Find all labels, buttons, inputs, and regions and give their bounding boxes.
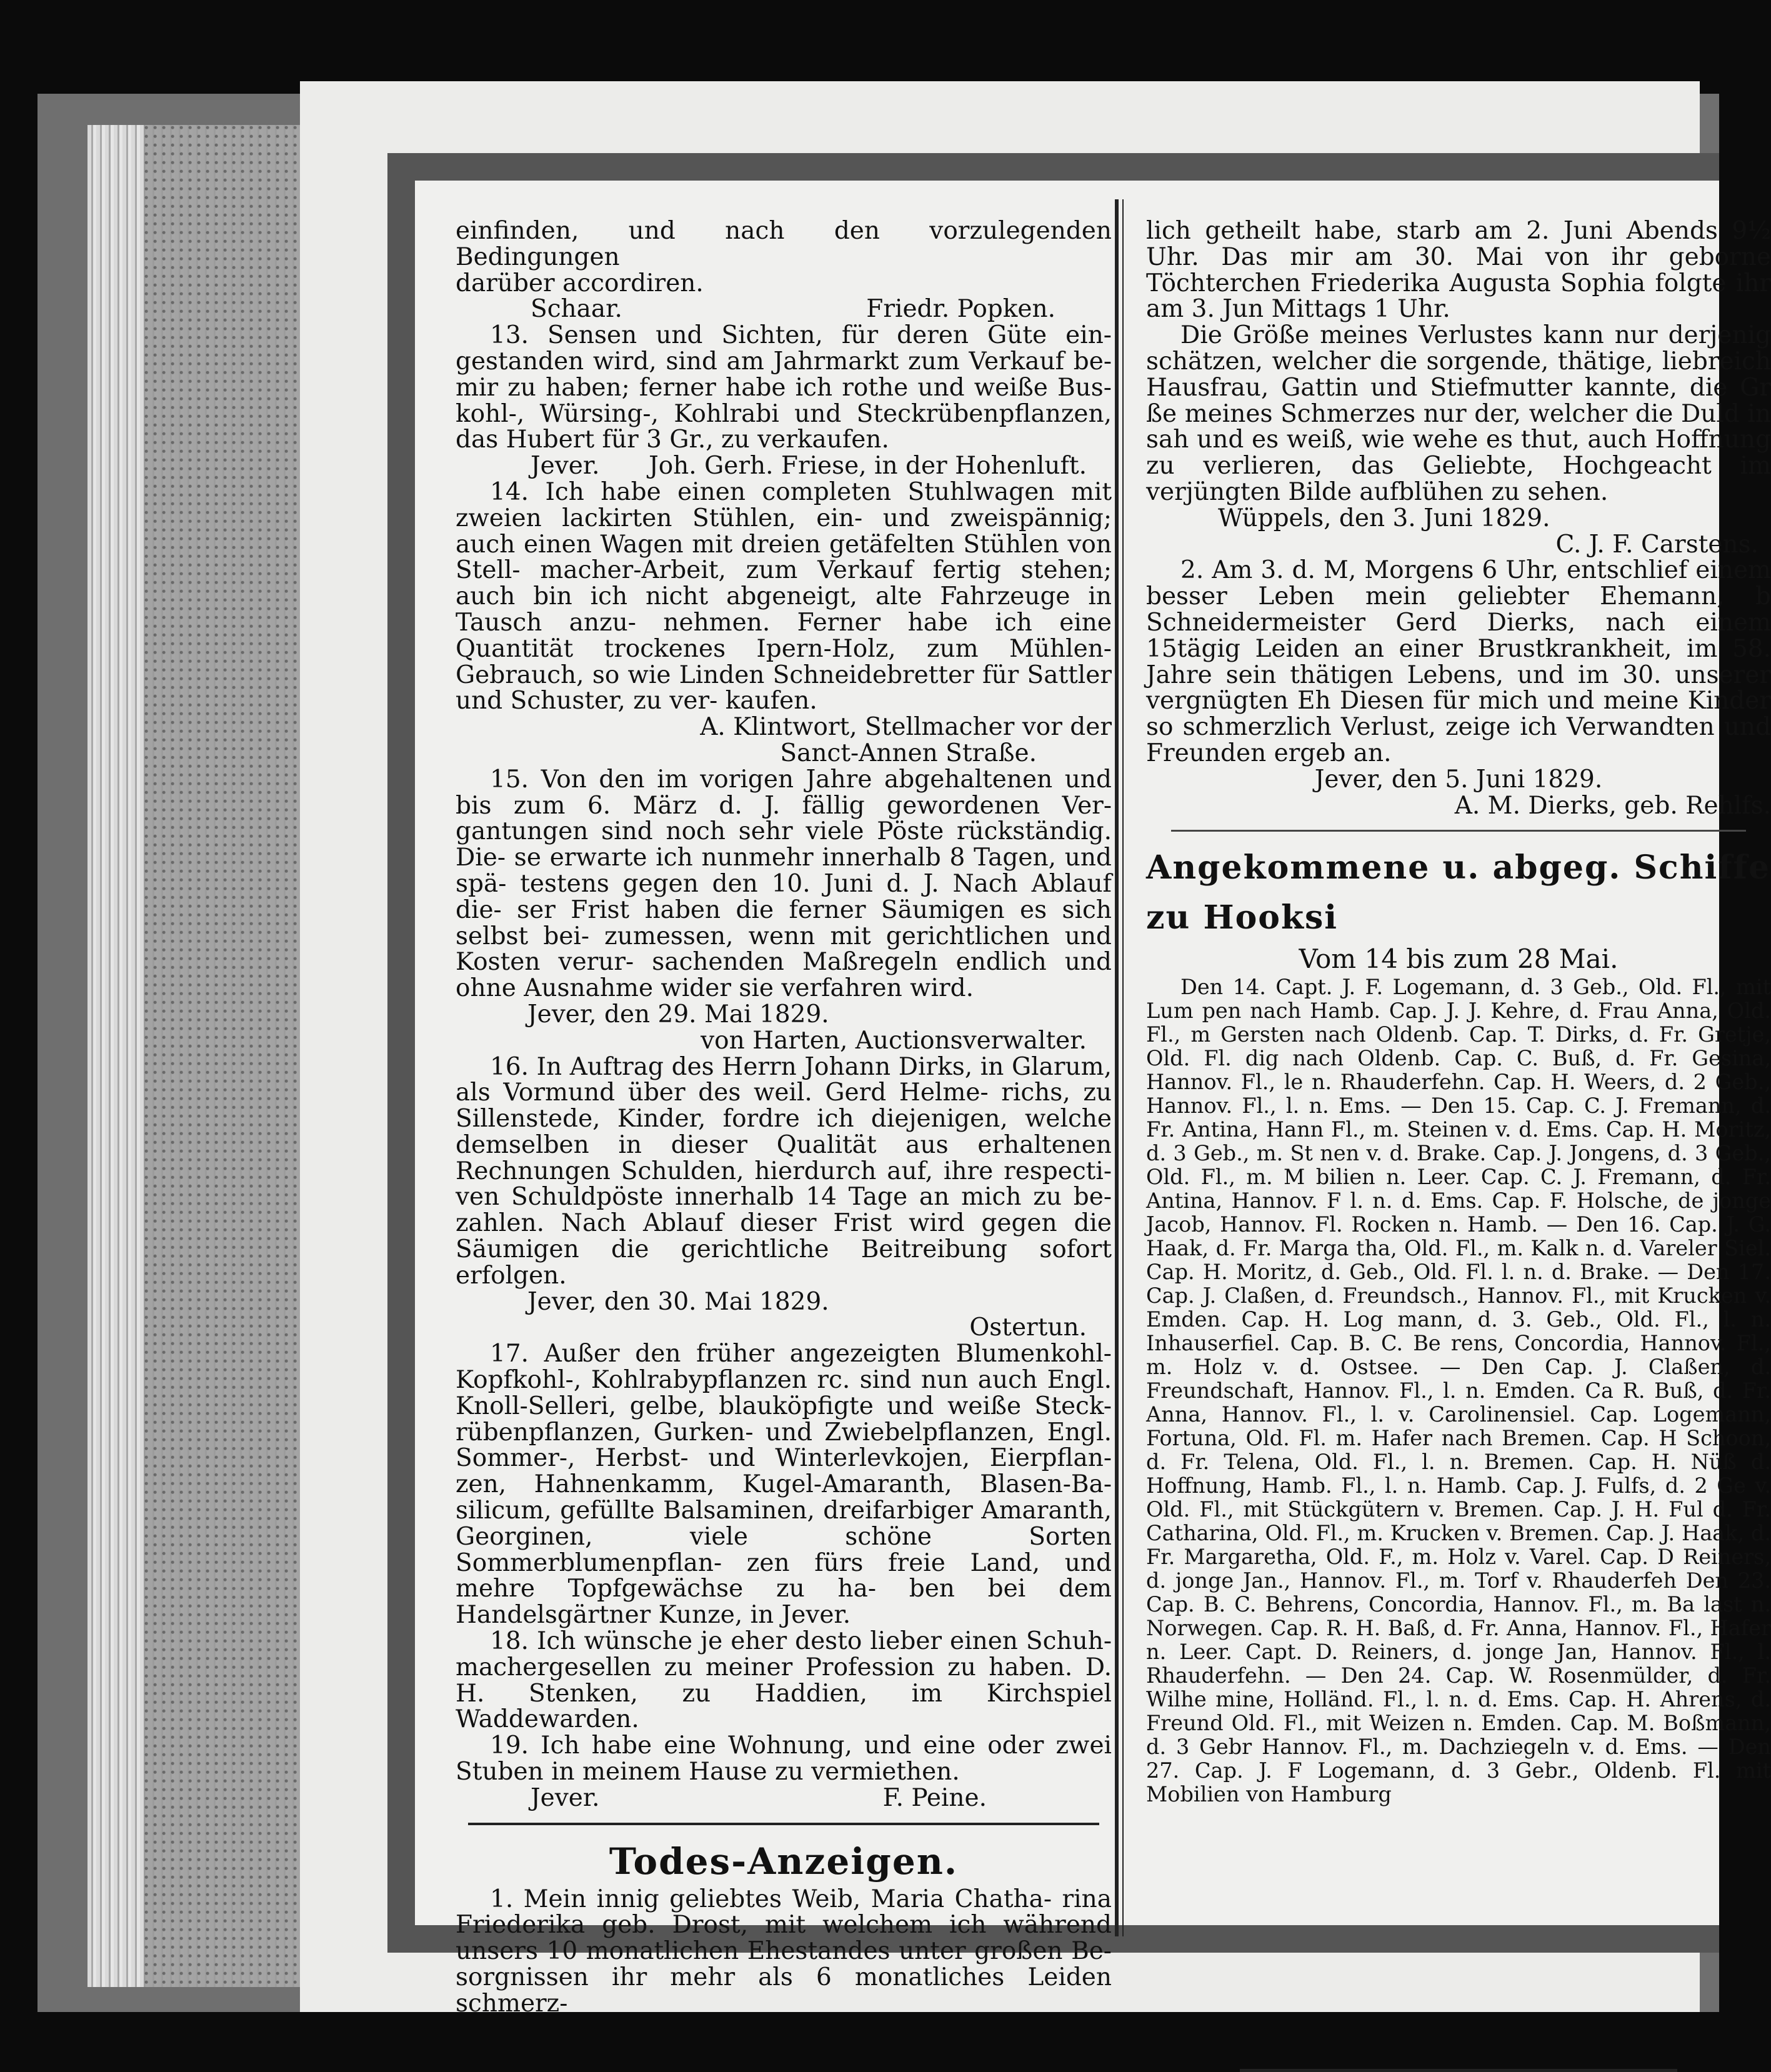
death-notice-1: 1. Mein innig geliebtes Weib, Maria Chatha- rina Friederika geb. Drost, mit welchem ich während unsers 10 monatlichen Ehestandes unter großen Be- sorgnissen ihr mehr als 6 monatliches Leiden schmerz- [456,1885,1112,2018]
line: darüber accordiren. [456,269,704,297]
dateline: Wüppels, den 3. Juni 1829. [1218,504,1550,532]
death-notice-2: 2. Am 3. d. M, Morgens 6 Uhr, entschlief einem besser Leben mein geliebter Ehemann, b Schneidermeister Gerd Dierks, nach einem 15tägig Leiden an einer Brustkrankheit, im 58. Jahre sein thätigen Lebens, und im 30. unserer vergnügten Eh Diesen für mich und meine Kinder so schmerzlich Verlust, zeige ich Verwandten und Freunden ergeb an. [1146,556,1771,767]
dateline: Jever, den 30. Mai 1829. [527,1287,829,1316]
signature-line: Schaar. Friedr. Popken. [531,295,1055,324]
todes-heading: Todes-Anzeigen. [609,1840,959,1883]
dateline: Jever, den 29. Mai 1829. [527,1000,829,1029]
line: einfinden, und nach den vorzulegenden Bedingungen [456,217,1112,271]
ad-14: 14. Ich habe einen completen Stuhlwagen mit zweien lackirten Stühlen, ein- und zweispännig; auch einen Wagen mit dreien getäfelten Stühlen von Stell- macher-Arbeit, zum Verkauf fertig stehen; auch bin ich nicht abgeneigt, alte Fahrzeuge in Tausch anzu- nehmen. Ferner habe ich eine Quantität trockenes Ipern-Holz, zum Mühlen-Gebrauch, so wie Linden Schneidebretter für Sattler und Schuster, zu ver- kaufen. [456,477,1112,715]
ad-17: 17. Außer den früher angezeigten Blumenkohl- Kopfkohl-, Kohlrabypflanzen rc. sind nun auch Engl. Knoll-Selleri, gelbe, blauköpfigte und weiße Steck- rübenpflanzen, Gurken- und Zwiebelpflanzen, Engl. Sommer-, Herbst- und Winterlevkojen, Eierpflan- zen, Hahnenkamm, Kugel-Amaranth, Blasen-Ba- silicum, gefüllte Balsaminen, dreifarbiger Amaranth, Georginen, viele schöne Sorten Sommerblumenpflan- zen fürs freie Land, und mehre Topfgewächse zu ha- ben bei dem Handelsgärtner Kunze, in Jever. [456,1340,1112,1630]
signature: A. Klintwort, Stellmacher vor der [700,713,1112,742]
section-rule [468,1823,1099,1825]
signature-line: Jever. Joh. Gerh. Friese, in der Hohenluft. [531,452,1087,481]
signature: C. J. F. Carstens. [1555,530,1759,559]
signature: Ostertun. [969,1313,1087,1342]
ad-16: 16. In Auftrag des Herrn Johann Dirks, in Glarum, als Vormund über des weil. Gerd Helme- richs, zu Sillenstede, Kinder, fordre ich diejenigen, welche demselben in dieser Qualität aus erhaltenen Rechnungen Schulden, hierdurch auf, ihre respecti- ven Schuldpöste innerhalb 14 Tage an mich zu be- zahlen. Nach Ablauf dieser Frist wird gegen die Säumigen die gerichtliche Beitreibung sofort erfolgen. [456,1052,1112,1290]
ad-15: 15. Von den im vorigen Jahre abgehaltenen und bis zum 6. März d. J. fällig gewordenen Ver- gantungen sind noch sehr viele Pöste rückständig. Die- se erwarte ich nunmehr innerhalb 8 Tagen, und spä- testens gegen den 10. Juni d. J. Nach Ablauf die- ser Frist haben die ferner Säumigen es sich selbst bei- zumessen, wenn mit gerichtlichen und Kosten verur- sachenden Maßregeln endlich und ohne Ausnahme wider sie verfahren wird. [456,765,1112,1003]
signature-line: Jever. F. Peine. [531,1783,987,1812]
signature: A. M. Dierks, geb. Rehlfs. [1454,791,1771,820]
ships-subheading: Vom 14 bis zum 28 Mai. [1299,944,1619,975]
page-frame [387,153,1771,2018]
ad-19: 19. Ich habe eine Wohnung, und eine oder zwei Stuben in meinem Hause zu vermiethen. [456,1731,1112,1786]
column-divider [1115,199,1119,1936]
dateline: Jever, den 5. Juni 1829. [1314,765,1603,794]
left-column [456,218,1112,2017]
column-divider-thin [1122,199,1124,1936]
ships-heading: Angekommene u. abgeg. Schiffe zu Hooksi [1146,849,1771,937]
marbled-edge [144,125,306,1987]
right-column [1146,218,1771,2072]
closing-rule [1240,2069,1677,2072]
ad-13: 13. Sensen und Sichten, für deren Güte ein- gestanden wird, sind am Jahrmarkt zum Verkauf be- mir zu haben; ferner habe ich rothe und weiße Bus- kohl-, Würsing-, Kohlrabi und Steckrübenpflanzen, das Hubert für 3 Gr., zu verkaufen. [456,321,1112,454]
signature: von Harten, Auctionsverwalter. [701,1026,1087,1055]
ships-list: Den 14. Capt. J. F. Logemann, d. 3 Geb., Old. Fl., mit Lum pen nach Hamb. Cap. J. J. Kehre, d. Frau Anna, Old. Fl., m Gersten nach Oldenb. Cap. T. Dirks, d. Fr. Gretje, Old. Fl. dig nach Oldenb. Cap. C. Buß, d. Fr. Gesina, Hannov. Fl., le n. Rhauderfehn. Cap. H. Weers, d. 2 Geb., Hannov. Fl., l. n. Ems. — Den 15. Cap. C. J. Fremann, d. Fr. Antina, Hann Fl., m. Steinen v. d. Ems. Cap. H. Moritz, d. 3 Geb., m. St nen v. d. Brake. Cap. J. Jongens, d. 3 Geb., Old. Fl., m. M bilien n. Leer. Cap. C. J. Fremann, d. Fr. Antina, Hannov. F l. n. d. Ems. Cap. F. Holsche, de jonge Jacob, Hannov. Fl. Rocken n. Hamb. — Den 16. Cap. J. G. Haak, d. Fr. Marga tha, Old. Fl., m. Kalk n. d. Vareler Siel. Cap. H. Moritz, d. Geb., Old. Fl. l. n. d. Brake. — Den 17. Cap. J. Claßen, d. Freundsch., Hannov. Fl., mit Krucken v. Emden. Cap. H. Log mann, d. 3. Geb., Old. Fl., l. n. Inhauserfiel. Cap. B. C. Be rens, Concordia, Hannov. Fl., m. Holz v. d. Ostsee. — Den Cap. J. Claßen, d. Freundschaft, Hannov. Fl., l. n. Emden. Ca R. Buß, d. Fr. Anna, Hannov. Fl., l. v. Carolinensiel. Cap. Logemann, Fortuna, Old. Fl. m. Hafer nach Bremen. Cap. H Schoon, d. Fr. Telena, Old. Fl., l. n. Bremen. Cap. H. Nüß d. Hoffnung, Hamb. Fl., l. n. Hamb. Cap. J. Fulfs, d. 2 Ge v. Old. Fl., mit Stückgütern v. Bremen. Cap. J. H. Ful d. Fr. Catharina, Old. Fl., m. Krucken v. Bremen. Cap. J. Haak, d. Fr. Margaretha, Old. F., m. Holz v. Varel. Cap. D Reiners, d. jonge Jan., Hannov. Fl., m. Torf v. Rhauderfeh Den 23. Cap. B. C. Behrens, Concordia, Hannov. Fl., m. Ba last n. Norwegen. Cap. R. H. Baß, d. Fr. Anna, Hannov. Fl., Hafer n. Leer. Capt. D. Reiners, d. jonge Jan, Hannov. Fl., l. Rhauderfehn. — Den 24. Cap. W. Rosenmülder, d. Fr. Wilhe mine, Holländ. Fl., l. n. d. Ems. Cap. H. Ahrens, d. Freund Old. Fl., mit Weizen n. Emden. Cap. M. Boßmann, d. 3 Gebr Hannov. Fl., m. Dachziegeln v. d. Ems. — Den 27. Cap. J. F Logemann, d. 3 Gebr., Oldenb. Fl. mit Mobilien von Hamburg [1146,975,1771,1807]
section-rule [1171,830,1746,832]
ad-18: 18. Ich wünsche je eher desto lieber einen Schuh- machergesellen zu meiner Profession zu haben. D. H. Stenken, zu Haddien, im Kirchspiel Waddewarden. [456,1627,1112,1734]
death-notice-1-paragraph: Die Größe meines Verlustes kann nur derjenig schätzen, welcher die sorgende, thätige, liebreich Hausfrau, Gattin und Stiefmutter kannte, die Gr ße meines Schmerzes nur der, welcher die Duld in sah und es weiß, wie wehe es thut, auch Hoffnung zu verlieren, das Geliebte, Hochgeacht im verjüngten Bilde aufblühen zu sehen. [1146,321,1771,506]
death-notice-1-continued: lich getheilt habe, starb am 2. Juni Abends 9½ Uhr. Das mir am 30. Mai von ihr geborne Töchterchen Friederika Augusta Sophia folgte ihr am 3. Jun Mittags 1 Uhr. [1146,217,1771,324]
signature: Sanct-Annen Straße. [780,739,1037,767]
